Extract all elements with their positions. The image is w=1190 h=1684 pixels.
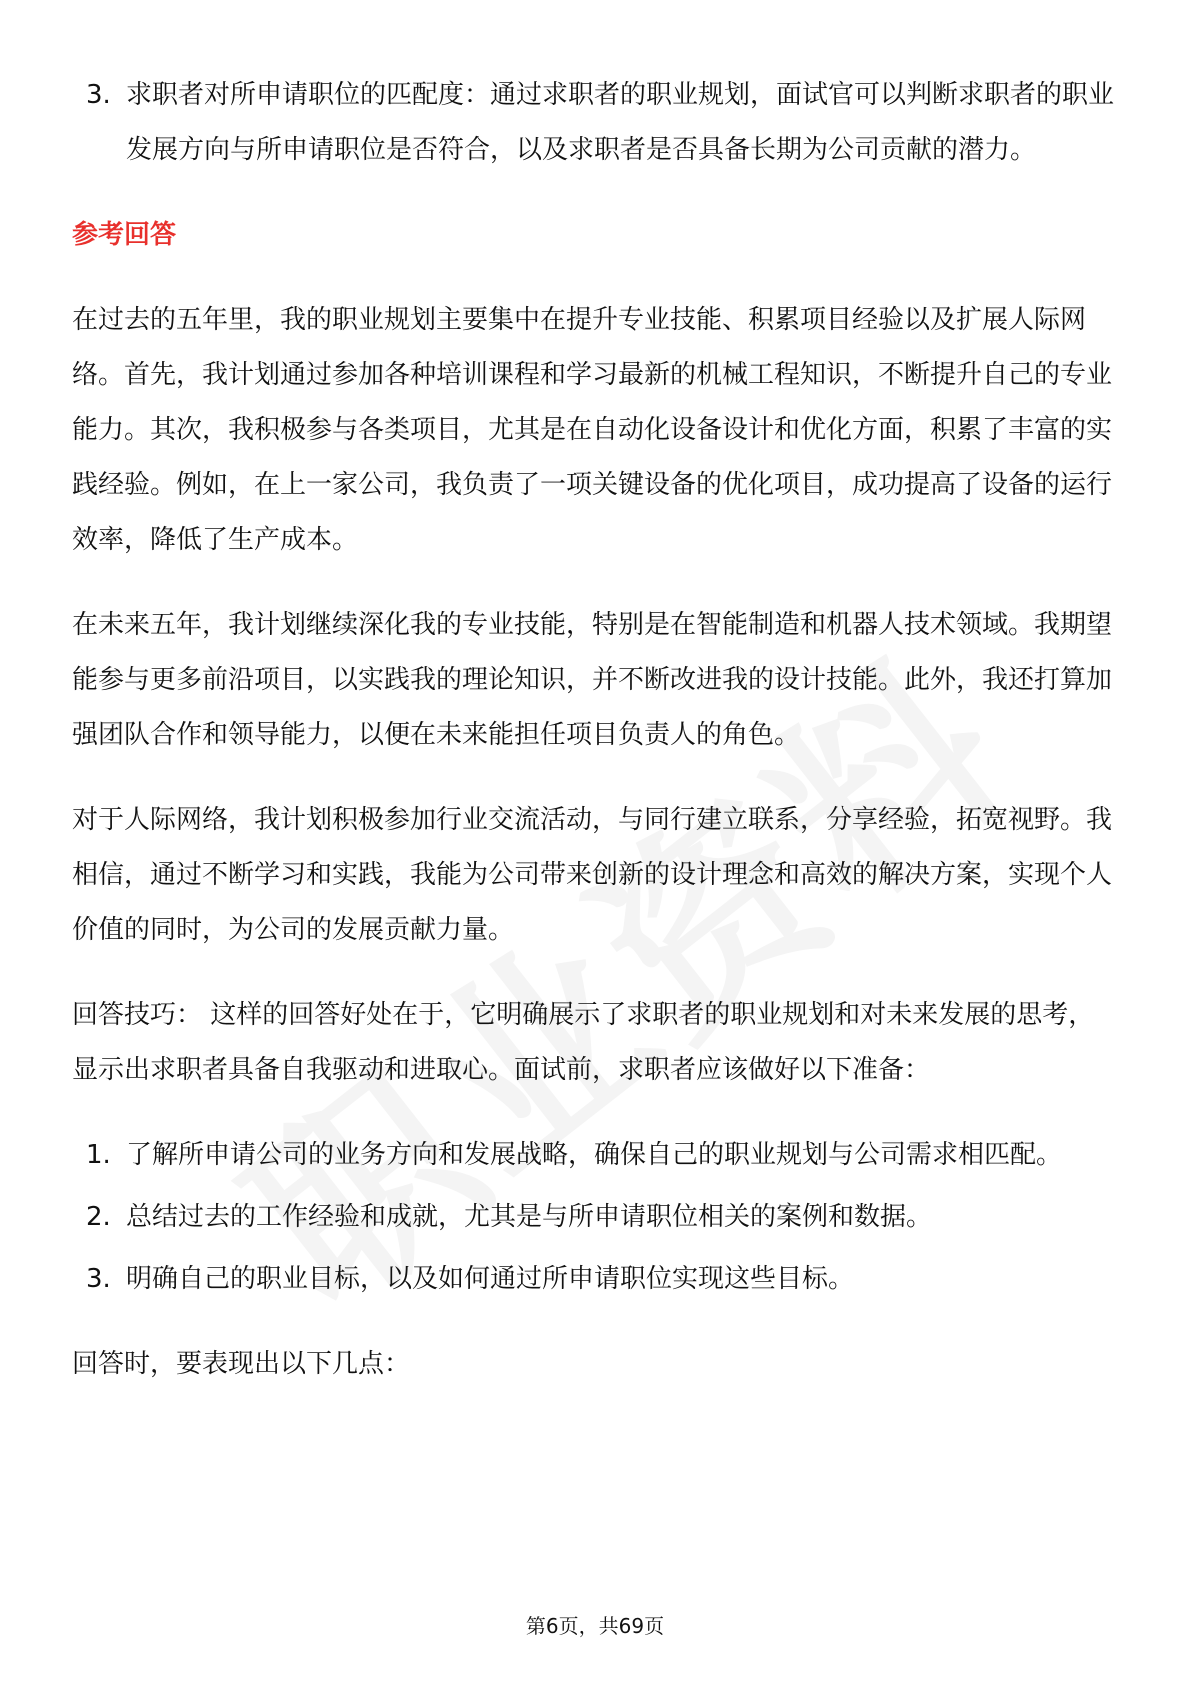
- list-item-text: 求职者对所申请职位的匹配度：通过求职者的职业规划，面试官可以判断求职者的职业发展方向与所申请职位是否符合，以及求职者是否具备长期为公司贡献的潜力。: [126, 80, 1115, 165]
- list-item-text: 了解所申请公司的业务方向和发展战略，确保自己的职业规划与公司需求相匹配。: [126, 1140, 1063, 1170]
- answer-paragraph: 在未来五年，我计划继续深化我的专业技能，特别是在智能制造和机器人技术领域。我期望能参与更多前沿项目，以实践我的理论知识，并不断改进我的设计技能。此外，我还打算加强团队合作和领导能力，以便在未来能担任项目负责人的角色。: [72, 610, 1113, 750]
- page-footer: [0, 1610, 1190, 1639]
- closing-line: 回答时，要表现出以下几点：: [72, 1349, 411, 1379]
- list-item-number: 1.: [86, 1140, 111, 1170]
- answer-paragraph: 在过去的五年里，我的职业规划主要集中在提升专业技能、积累项目经验以及扩展人际网络。首先，我计划通过参加各种培训课程和学习最新的机械工程知识，不断提升自己的专业能力。其次，我积极参与各类项目，尤其是在自动化设备设计和优化方面，积累了丰富的实践经验。例如，在上一家公司，我负责了一项关键设备的优化项目，成功提高了设备的运行效率，降低了生产成本。: [72, 305, 1113, 555]
- section-heading: 参考回答: [72, 220, 177, 250]
- list-item-number: 3.: [86, 80, 111, 110]
- list-item: [72, 1252, 1118, 1307]
- list-item-number: 3.: [86, 1264, 111, 1294]
- page-number: 第6页，共69页: [525, 1614, 665, 1638]
- list-item-text: 明确自己的职业目标，以及如何通过所申请职位实现这些目标。: [126, 1264, 855, 1294]
- preparation-list: [72, 1128, 1118, 1307]
- list-item: [72, 1190, 1118, 1245]
- list-item: [72, 68, 1118, 178]
- list-item: [72, 1128, 1118, 1183]
- list-item-number: 2.: [86, 1202, 111, 1232]
- criteria-list: [72, 68, 1118, 178]
- page-content: [72, 68, 1118, 1392]
- answer-paragraph: 对于人际网络，我计划积极参加行业交流活动，与同行建立联系，分享经验，拓宽视野。我相信，通过不断学习和实践，我能为公司带来创新的设计理念和高效的解决方案，实现个人价值的同时，为公司的发展贡献力量。: [72, 805, 1113, 945]
- tips-paragraph: 回答技巧： 这样的回答好处在于，它明确展示了求职者的职业规划和对未来发展的思考，显示出求职者具备自我驱动和进取心。面试前，求职者应该做好以下准备：: [72, 1000, 1095, 1085]
- list-item-text: 总结过去的工作经验和成就，尤其是与所申请职位相关的案例和数据。: [126, 1202, 933, 1232]
